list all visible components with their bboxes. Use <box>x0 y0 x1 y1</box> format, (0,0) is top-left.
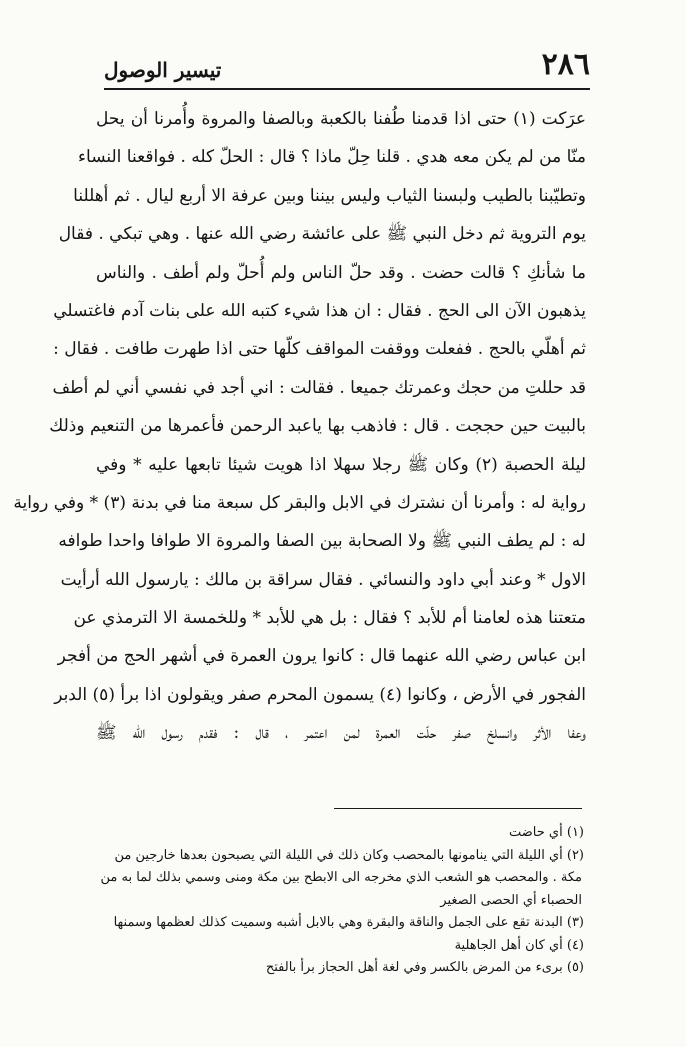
footnote-line: مكة . والمحصب هو الشعب الذي مخرجه الى الابطح بين مكة ومنى وسمي بذلك لما به من <box>100 870 582 885</box>
footnote-line: (١) أي حاضت <box>509 825 584 840</box>
text-line: وعفا الأثر وانسلخ صفر حلّت العمرة لمن اعتمر ، قال : فقدم رسول الله ﷺ <box>96 723 586 744</box>
text-line: منّا من لم يكن معه هدي . قلنا حِلّ ماذا ؟ قال : الحلّ كله . فواقعنا النساء <box>78 147 586 168</box>
page-number: ٢٨٦ <box>541 47 590 82</box>
text-line: وتطيّبنا بالطيب ولبسنا الثياب وليس بيننا وبين عرفة الا أربع ليال . ثم أهللنا <box>73 185 586 206</box>
footnote-line: (٢) أي الليلة التي ينامونها بالمحصب وكان ذلك في الليلة التي يصبحون بعدها خارجين من <box>114 847 584 863</box>
running-title: تيسير الوصول <box>104 58 222 82</box>
text-line: ابن عباس رضي الله عنهما قال : كانوا يرون العمرة في أشهر الحج من أفجر <box>57 646 586 667</box>
text-line: ما شأنكِ ؟ قالت حضت . وقد حلّ الناس ولم أُحلّ ولم أطف . والناس <box>96 262 586 283</box>
text-line: يذهبون الآن الى الحج . فقال : ان هذا شيء كتبه الله على بنات آدم فاغتسلي <box>53 300 586 321</box>
text-line: الاول * وعند أبي داود والنسائي . فقال سراقة بن مالك : يارسول الله أرأيت <box>60 569 586 590</box>
footnote-line: الحصباء أي الحصى الصغير <box>440 892 582 908</box>
text-line: متعتنا هذه لعامنا أم للأبد ؟ فقال : بل هي للأبد * وللخمسة الا الترمذي عن <box>73 608 586 629</box>
footnote-rule <box>334 808 582 809</box>
text-line: عرَكت (١) حتى اذا قدمنا طُفنا بالكعبة وبالصفا والمروة وأُمرنا أن يحل <box>96 109 586 129</box>
main-text <box>13 100 586 753</box>
text-line: قد حللتِ من حجك وعمرتك جميعا . فقالت : اني أجد في نفسي أني لم أطف <box>52 377 586 398</box>
text-line: ثم أهلّي بالحج . ففعلت ووقفت المواقف كلّها حتى اذا طهرت طافت . فقال : <box>53 339 586 360</box>
footnote-line: (٣) البدنة تقع على الجمل والناقة والبقرة وهي بالابل أشبه وسميت كذلك لعظمها وسمنها <box>113 915 584 930</box>
text-line: يوم التروية ثم دخل النبي ﷺ على عائشة رضي الله عنها . وهي تبكي . فقال <box>58 224 586 245</box>
page-header <box>104 42 590 80</box>
text-line: له : لم يطف النبي ﷺ ولا الصحابة بين الصفا والمروة الا طوافا واحدا طوافه <box>58 531 586 552</box>
header-rule <box>104 88 590 90</box>
footnote-line: (٥) برىء من المرض بالكسر وفي لغة أهل الحجاز برأ بالفتح <box>265 960 584 975</box>
text-line: الفجور في الأرض ، وكانوا (٤) يسمون المحرم صفر ويقولون اذا برأ (٥) الدبر <box>54 684 586 705</box>
text-line: بالبيت حين حججت . قال : فاذهب بها ياعبد الرحمن فأعمرها من التنعيم وذلك <box>49 416 586 437</box>
text-line: ليلة الحصبة (٢) وكان ﷺ رجلا سهلا اذا هويت شيئا تابعها عليه * وفي <box>96 454 586 475</box>
footnote-line: (٤) أي كان أهل الجاهلية <box>454 937 584 953</box>
footnotes <box>76 822 584 980</box>
text-line: رواية له : وأمرنا أن نشترك في الابل والبقر كل سبعة منا في بدنة (٣) * وفي رواية <box>13 492 586 513</box>
